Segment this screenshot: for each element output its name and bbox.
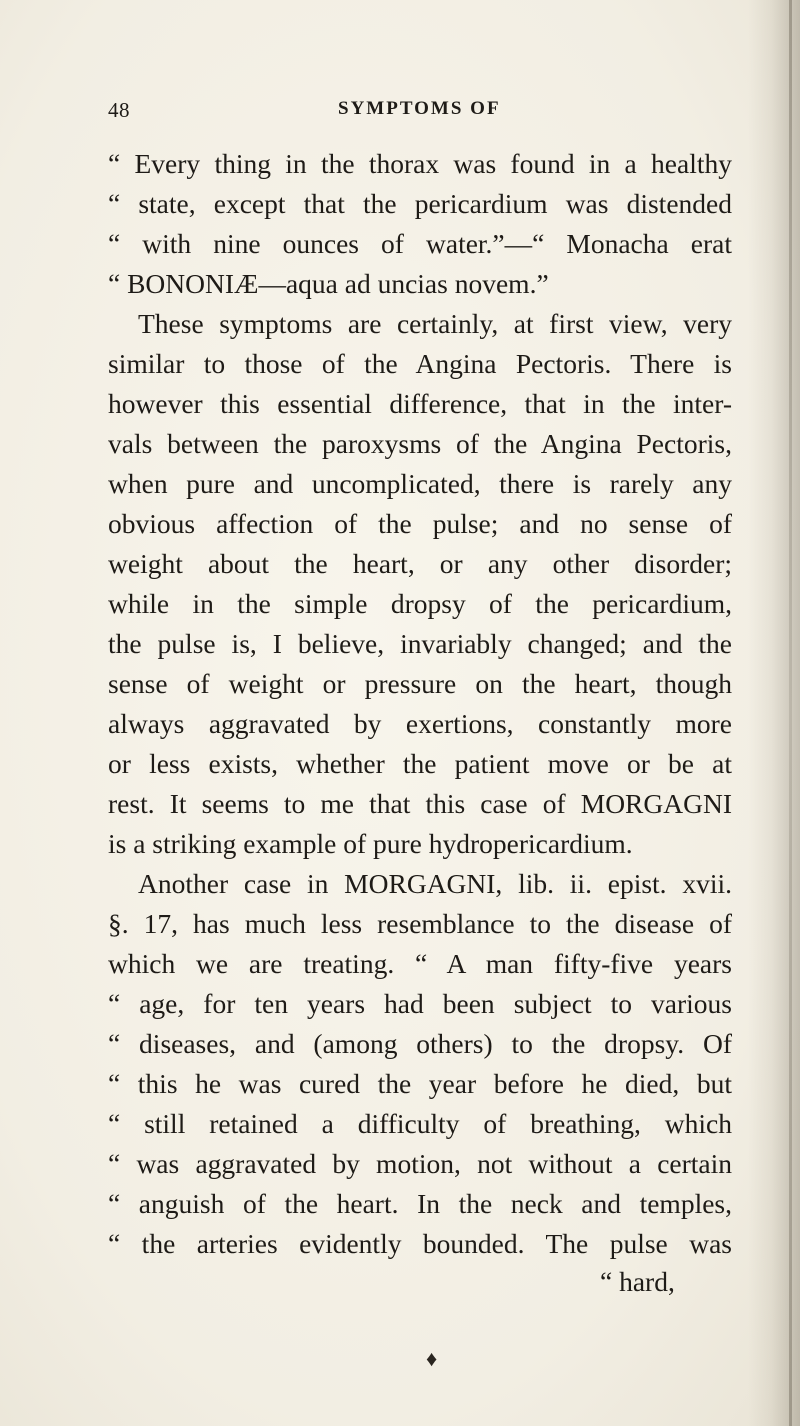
text-line: weight about the heart, or any other disorder; [108,548,732,579]
text-line: or less exists, whether the patient move or be at [108,748,732,779]
text-line: “ was aggravated by motion, not without a certain [108,1148,732,1179]
catchword: “ hard, [600,1266,675,1297]
text-line: the pulse is, I believe, invariably changed; and the [108,628,732,659]
signature-mark-icon: ♦ [426,1346,438,1371]
paragraph-start-line: These symptoms are certainly, at first view, very [138,308,732,339]
text-line: when pure and uncomplicated, there is rarely any [108,468,732,499]
text-line: “ this he was cured the year before he died, but [108,1068,732,1099]
text-line: obvious affection of the pulse; and no sense of [108,508,732,539]
text-line: “ diseases, and (among others) to the dropsy. Of [108,1028,732,1059]
text-line: vals between the paroxysms of the Angina Pectoris, [108,428,732,459]
text-line: rest. It seems to me that this case of MORGAGNI [108,788,732,819]
body-text [108,144,732,1264]
text-line: “ age, for ten years had been subject to various [108,988,732,1019]
text-line: is a striking example of pure hydropericardium. [108,828,633,859]
page-number: 48 [108,98,130,122]
paragraph-start-line: Another case in MORGAGNI, lib. ii. epist. xvii. [138,868,732,899]
text-line: “ still retained a difficulty of breathing, which [108,1108,732,1139]
page-header [108,98,708,128]
text-line: sense of weight or pressure on the heart, though [108,668,732,699]
text-line: “ with nine ounces of water.”—“ Monacha erat [108,228,732,259]
text-line: always aggravated by exertions, constantly more [108,708,732,739]
page-edge [789,0,792,1426]
text-line: “ Every thing in the thorax was found in a healthy [108,148,732,179]
text-line: which we are treating. “ A man fifty-five years [108,948,732,979]
running-head: SYMPTOMS OF [338,98,501,119]
text-line: “ the arteries evidently bounded. The pulse was [108,1228,732,1259]
text-line: “ BONONIÆ—aqua ad uncias novem.” [108,268,549,299]
page-gutter-shadow [748,0,800,1426]
text-line: however this essential difference, that in the inter- [108,388,732,419]
text-line: §. 17, has much less resemblance to the disease of [108,908,732,939]
text-line: “ anguish of the heart. In the neck and temples, [108,1188,732,1219]
text-line: while in the simple dropsy of the pericardium, [108,588,732,619]
text-line: “ state, except that the pericardium was distended [108,188,732,219]
text-line: similar to those of the Angina Pectoris. There is [108,348,732,379]
